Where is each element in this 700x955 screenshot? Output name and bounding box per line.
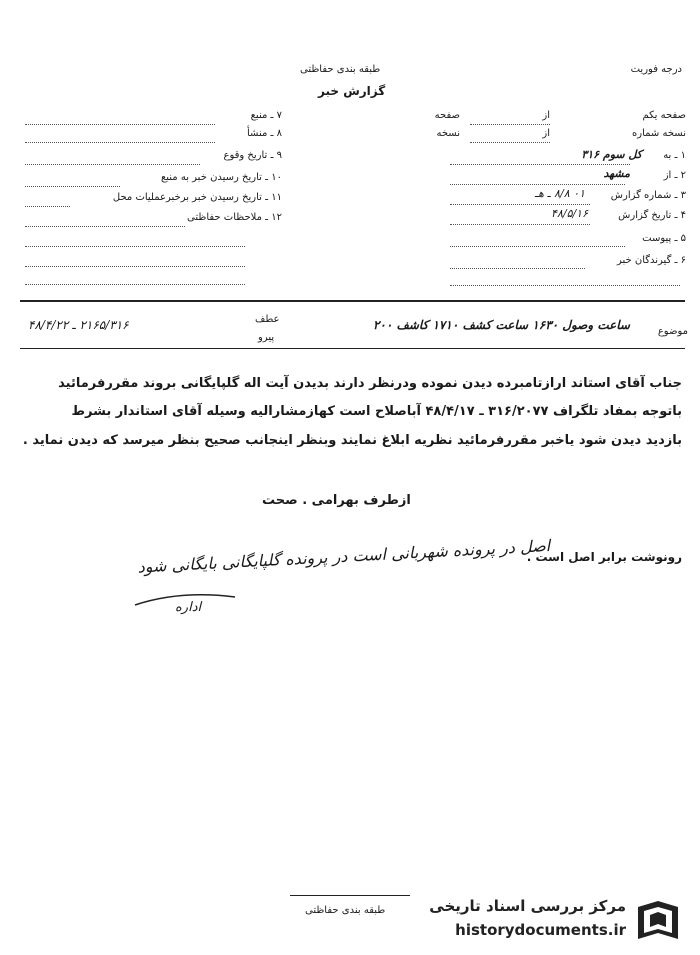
classification-label: طبقه بندی حفاظتی: [300, 64, 381, 75]
atf-label: عطف: [255, 314, 280, 325]
field-label: ۱۱ ـ تاریخ رسیدن خبر برخبرعملیات محل: [112, 192, 282, 203]
book-logo-icon: [632, 895, 684, 947]
subject-value: ساعت وصول ۱۶۳۰ ساعت کشف ۱۷۱۰ کاشف ۲۰۰: [372, 318, 630, 332]
field-label: صفحه یکم: [642, 110, 686, 121]
field-label: ۲ ـ از: [663, 170, 686, 181]
signature: ازطرف بهرامی . صحت: [262, 493, 411, 508]
field-label: ۱۰ ـ تاریخ رسیدن خبر به منبع: [160, 172, 282, 183]
center-name: مرکز بررسی اسناد تاریخی: [429, 897, 626, 915]
subject-divider: [20, 348, 685, 349]
field-label: ۵ ـ پیوست: [642, 233, 686, 244]
field-label: ۳ ـ شماره گزارش: [610, 190, 686, 201]
copy-note-handwritten: اصل در پرونده شهربانی است در پرونده گلپایگانی بایگانی شود: [137, 536, 551, 577]
field-label: نسخه شماره: [632, 128, 686, 139]
copy-note-printed: رونوشت برابر اصل است .: [526, 550, 682, 564]
field-label: ۷ ـ منبع: [250, 110, 282, 121]
field-label: ۶ ـ گیرندگان خبر: [616, 255, 686, 266]
urgency-label: درجه فوریت: [630, 64, 682, 75]
footer-classification: طبقه بندی حفاظتی: [305, 905, 386, 916]
field-label: ۱ ـ به: [663, 150, 686, 161]
field-value: کل سوم ۳۱۶: [581, 148, 642, 161]
field-label: ۸ ـ منشأ: [246, 128, 282, 139]
copy-note-initials: اداره: [175, 600, 202, 615]
reference-number: ۲۱۶۵/۳۱۶ ـ ۴۸/۴/۲۲: [28, 318, 129, 332]
report-title: گزارش خبر: [318, 84, 386, 98]
body-line-3: بازدید دیدن شود یاخبر مقررفرمائید نظریه ابلاغ نمایند وبنظر اینجانب صحیح بنظر میرسد که دیدن نماید .: [22, 433, 682, 448]
field-from: از: [542, 128, 550, 139]
body-line-2: باتوجه بمفاد تلگراف ۳۱۶/۲۰۷۷ ـ ۴۸/۴/۱۷ آباصلاح است کهازمشارالیه وسیله آقای استاندار بشرط: [71, 404, 682, 419]
field-label: ۹ ـ تاریخ وقوع: [223, 150, 282, 161]
field-label: ۴ ـ تاریخ گزارش: [618, 210, 686, 221]
field-page: صفحه: [434, 110, 460, 121]
field-value: مشهد: [603, 167, 630, 180]
footer-divider: [290, 895, 410, 896]
field-label: ۱۲ ـ ملاحظات حفاظتی: [187, 212, 282, 223]
peyro-label: پیرو: [258, 332, 275, 343]
archive-logo: [418, 893, 688, 948]
subject-label: موضوع: [657, 326, 688, 337]
field-value: ۴۸/۵/۱۶: [551, 207, 588, 220]
field-page: نسخه: [436, 128, 460, 139]
center-website: historydocuments.ir: [455, 921, 626, 939]
field-from: از: [542, 110, 550, 121]
body-line-1: جناب آقای استاند ارازتامبرده دیدن نموده ودرنظر دارند بدیدن آیت اله گلپایگانی بروند مقررفرمائید: [58, 376, 682, 391]
field-value: ۰۱ ۸/۸ ـ هـ: [534, 187, 585, 200]
header-divider: [20, 300, 685, 302]
